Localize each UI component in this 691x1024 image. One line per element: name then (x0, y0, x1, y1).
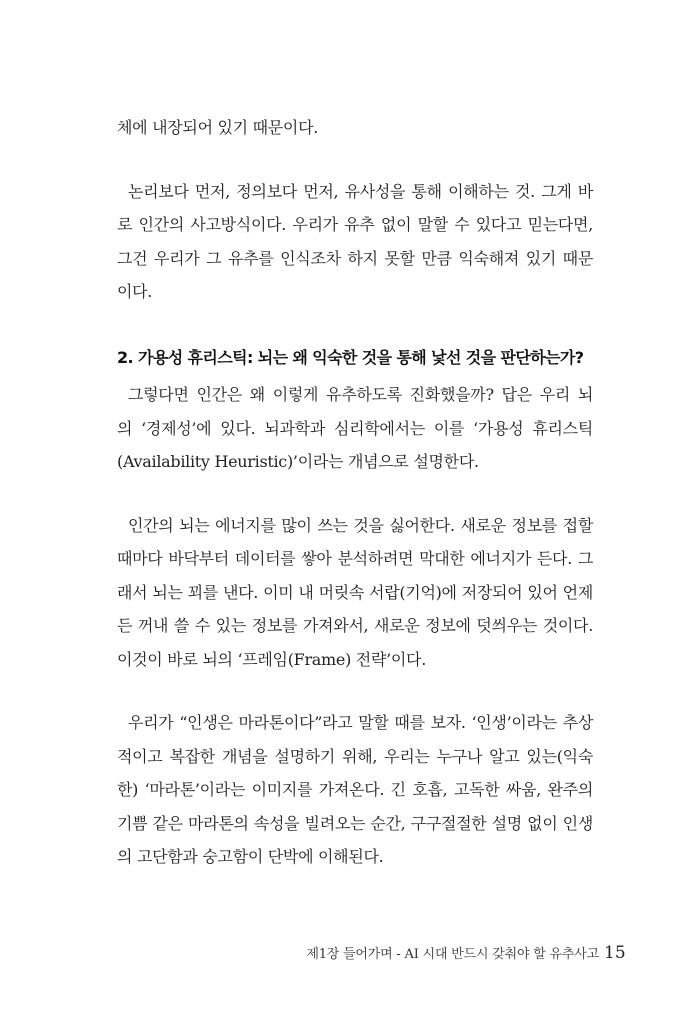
paragraph-line: 한) ‘마라톤’이라는 이미지를 가져온다. 긴 호흡, 고독한 싸움, 완주의 (117, 780, 593, 799)
paragraph-line: 논리보다 먼저, 정의보다 먼저, 유사성을 통해 이해하는 것. 그게 바 (128, 182, 593, 201)
paragraph-line: 이것이 바로 뇌의 ‘프레임(Frame) 전략’이다. (117, 650, 427, 669)
paragraph-line: 의 고단함과 숭고함이 단박에 이해된다. (117, 847, 384, 866)
paragraph-line: 의 ‘경제성’에 있다. 뇌과학과 심리학에서는 이를 ‘가용성 휴리스틱 (117, 419, 593, 438)
paragraph-line: 그렇다면 인간은 왜 이렇게 유추하도록 진화했을까? 답은 우리 뇌 (128, 385, 593, 404)
paragraph-line: 로 인간의 사고방식이다. 우리가 유추 없이 말할 수 있다고 믿는다면, (117, 215, 593, 234)
paragraph-line: 때마다 바닥부터 데이터를 쌓아 분석하려면 막대한 에너지가 든다. 그 (117, 549, 593, 568)
paragraph-line: 든 꺼내 쓸 수 있는 정보를 가져와서, 새로운 정보에 덧씌우는 것이다. (117, 616, 593, 635)
paragraph-line: 기쁨 같은 마라톤의 속성을 빌려오는 순간, 구구절절한 설명 없이 인생 (117, 814, 593, 833)
paragraph-line: 체에 내장되어 있기 때문이다. (117, 118, 319, 137)
paragraph-line: 인간의 뇌는 에너지를 많이 쓰는 것을 싫어한다. 새로운 정보를 접할 (128, 516, 593, 535)
paragraph-line: 래서 뇌는 꾀를 낸다. 이미 내 머릿속 서랍(기억)에 저장되어 있어 언제 (117, 583, 593, 602)
paragraph-line: (Availability Heuristic)’이라는 개념으로 설명한다. (117, 452, 479, 471)
paragraph-line: 우리가 “인생은 마라톤이다”라고 말할 때를 보자. ‘인생’이라는 추상 (128, 713, 593, 732)
section-heading: 2. 가용성 휴리스틱: 뇌는 왜 익숙한 것을 통해 낯선 것을 판단하는가? (117, 348, 584, 367)
page-number: 15 (604, 943, 626, 963)
running-footer-title: 제1장 들어가며 - AI 시대 반드시 갖춰야 할 유추사고 (306, 947, 599, 962)
paragraph-line: 그건 우리가 그 유추를 인식조차 하지 못할 만큼 익숙해져 있기 때문 (117, 249, 593, 268)
paragraph-line: 이다. (117, 282, 153, 301)
paragraph-line: 적이고 복잡한 개념을 설명하기 위해, 우리는 누구나 알고 있는(익숙 (117, 747, 593, 766)
